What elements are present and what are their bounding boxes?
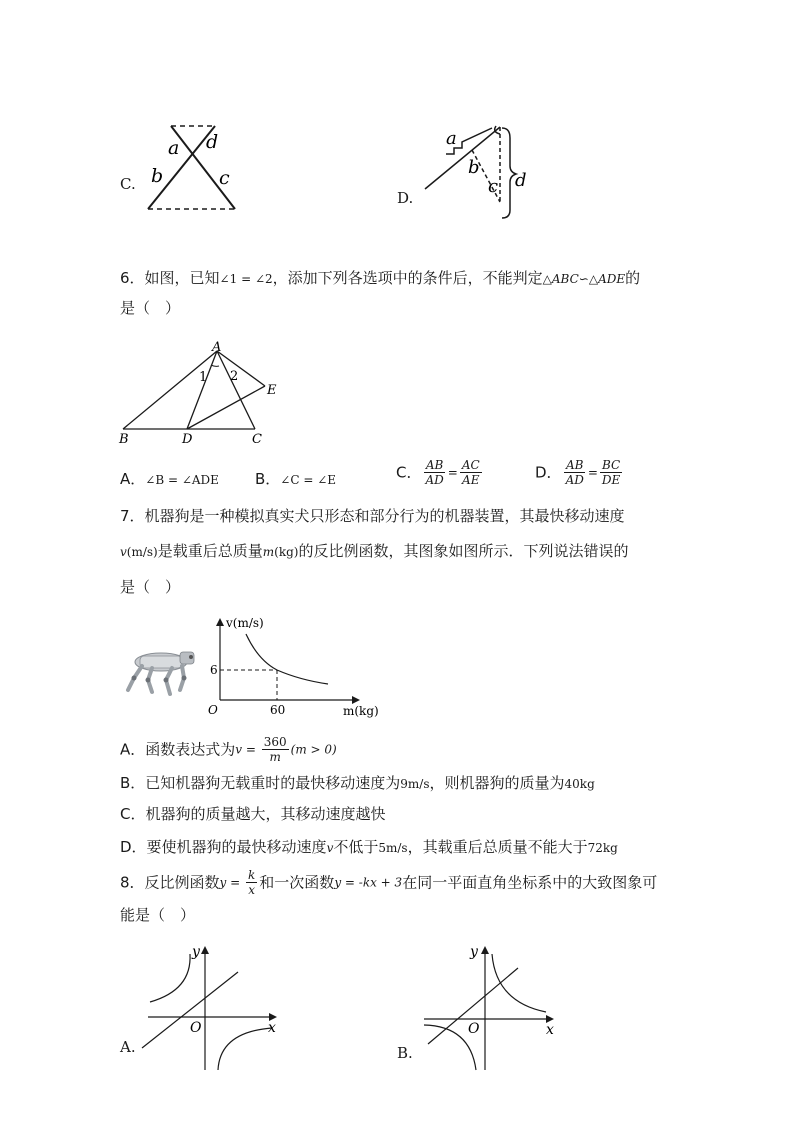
- fig6-label-D: D: [182, 432, 193, 447]
- q7-option-c: C．机器狗的质量越大，其移动速度越快: [120, 805, 386, 823]
- q6-stem-line1: 6．如图，已知∠1 = ∠2，添加下列各选项中的条件后，不能判定△ABC∽△ADE的: [120, 269, 641, 287]
- fig-c-label-c: c: [219, 167, 230, 189]
- graph-a-o: O: [190, 1020, 202, 1036]
- graph-b-x: x: [546, 1022, 554, 1038]
- graph-y-tick: 6: [210, 663, 218, 677]
- graph-origin: O: [208, 703, 218, 717]
- option-d-label: D.: [397, 189, 414, 207]
- q6-option-b: B．∠C = ∠E: [255, 470, 337, 488]
- q6-option-c: C． $\frac{AB}{AD}$ = $\frac{AC}{AE}$: [396, 458, 480, 487]
- graph-b-o: O: [468, 1021, 480, 1037]
- fig6-label-2: 2: [230, 369, 239, 384]
- fig6-label-A: A: [212, 340, 222, 355]
- fig-c-label-b: b: [151, 165, 164, 187]
- q6-option-d: D． $\frac{AB}{AD}$ = $\frac{BC}{DE}$: [535, 458, 621, 487]
- graph-x-tick: 60: [270, 703, 286, 717]
- q8-option-a-label: A.: [120, 1038, 136, 1056]
- q6c-frac1: $\frac{AB}{AD}$: [425, 458, 444, 487]
- q7-option-a: A．函数表达式为v = $\frac{360}{m}$ (m > 0): [120, 735, 337, 764]
- graph-a-y: y: [192, 944, 200, 960]
- q8-option-b-label: B.: [397, 1044, 413, 1062]
- graph-q8-b: [420, 940, 565, 1075]
- graph-xlabel: m(kg): [343, 704, 379, 718]
- graph-b-y: y: [470, 944, 478, 960]
- fig-c-label-d: d: [206, 131, 219, 153]
- q7a-frac: $\frac{360}{m}$: [263, 735, 287, 764]
- fig-c-label-a: a: [168, 137, 180, 159]
- q6d-frac1: $\frac{AB}{AD}$: [565, 458, 584, 487]
- fig6-label-E: E: [267, 383, 277, 398]
- robot-dog-image: [118, 640, 200, 698]
- q7-stem-line3: 是（ ）: [120, 578, 181, 596]
- q7-option-b: B．已知机器狗无载重时的最快移动速度为9m/s，则机器狗的质量为40kg: [120, 774, 595, 792]
- graph-a-x: x: [268, 1020, 276, 1036]
- fig-d-label-d: d: [515, 170, 527, 191]
- q7-stem-line2: v(m/s)是载重后总质量m(kg)的反比例函数，其图象如图所示．下列说法错误的: [120, 542, 629, 560]
- fig-d-label-b: b: [468, 157, 480, 178]
- fig6-label-C: C: [252, 432, 262, 447]
- fig-d-label-a: a: [446, 128, 457, 149]
- q6c-frac2: $\frac{AC}{AE}$: [461, 458, 480, 487]
- q7-option-d: D．要使机器狗的最快移动速度v不低于5m/s，其载重后总质量不能大于72kg: [120, 838, 618, 856]
- q8-stem-line1: 8．反比例函数y = $\frac{k}{x}$ 和一次函数y = -kx + 3在同一平面直角坐标系中的大致图象可: [120, 868, 658, 897]
- graph-ylabel: v(m/s): [226, 616, 264, 630]
- q6d-frac2: $\frac{BC}{DE}$: [601, 458, 621, 487]
- graph-q7-vm: [200, 612, 380, 720]
- figure-q5-d: [420, 118, 540, 223]
- figure-q6-triangles: [115, 338, 285, 450]
- fig-d-label-c: c: [488, 176, 499, 197]
- q6-stem-line2: 是（ ）: [120, 299, 181, 317]
- figure-q5-c: [135, 118, 255, 218]
- q8-frac: $\frac{k}{x}$: [248, 868, 256, 897]
- fig6-label-B: B: [119, 432, 129, 447]
- q8-stem-line2: 能是（ ）: [120, 906, 196, 924]
- q7-stem-line1: 7．机器狗是一种模拟真实犬只形态和部分行为的机器装置，其最快移动速度: [120, 507, 625, 525]
- option-c-label: C.: [120, 175, 136, 193]
- q6-option-a: A．∠B = ∠ADE: [120, 470, 219, 488]
- graph-q8-a: [140, 940, 285, 1075]
- fig6-label-1: 1: [199, 370, 208, 385]
